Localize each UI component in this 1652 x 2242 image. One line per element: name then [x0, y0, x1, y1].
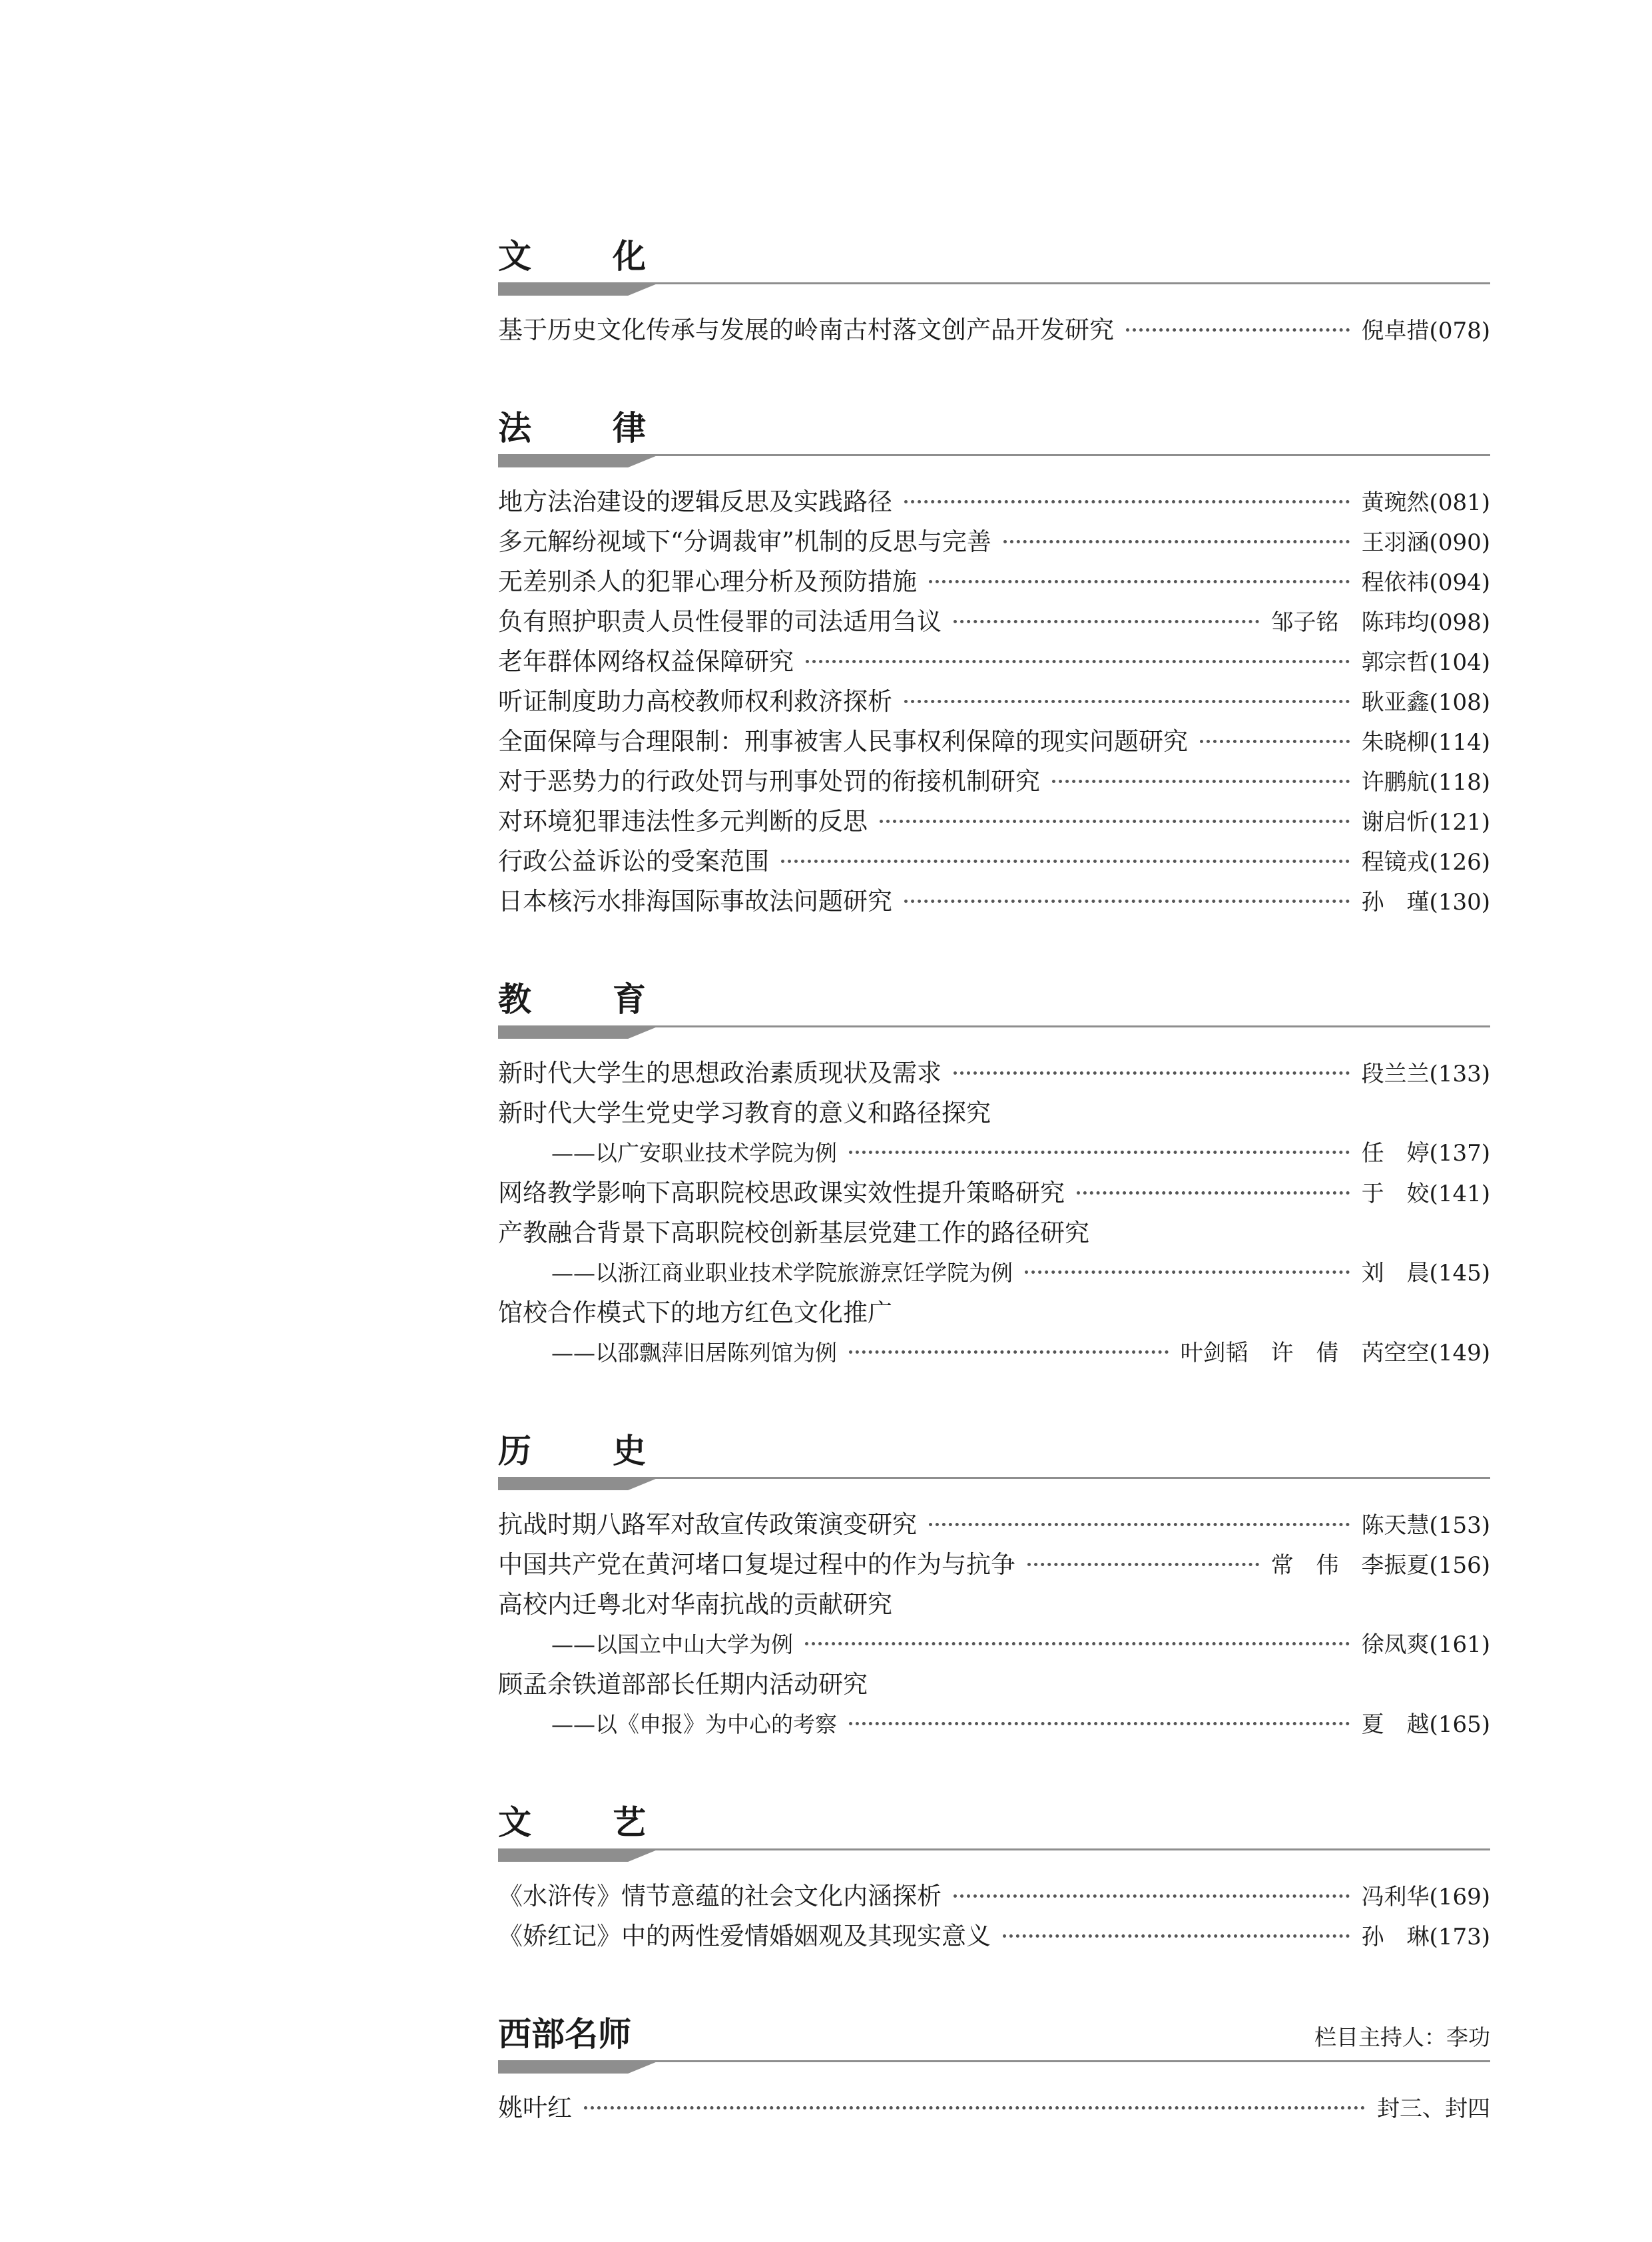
dot-leader — [904, 700, 1350, 703]
dot-leader — [1077, 1191, 1350, 1195]
entry-title: 对于恶势力的行政处罚与刑事处罚的衔接机制研究 — [498, 767, 1040, 796]
toc-entry — [498, 2088, 1490, 2128]
entry-title: 老年群体网络权益保障研究 — [498, 647, 794, 676]
section-rule-wedge — [498, 1848, 661, 1862]
dot-leader — [1052, 780, 1350, 783]
dot-leader — [954, 1071, 1350, 1075]
section-header — [498, 392, 1490, 445]
toc-entry — [498, 1133, 1490, 1173]
dot-leader — [806, 660, 1350, 663]
dot-leader — [849, 1151, 1350, 1154]
toc-section — [498, 963, 1490, 1373]
section-rule-wedge — [498, 1025, 661, 1039]
section-rule — [498, 282, 1490, 296]
toc-entry-title-row — [498, 1213, 1490, 1253]
dot-leader — [584, 2106, 1365, 2109]
dot-leader — [805, 1642, 1350, 1645]
toc-entry — [498, 1053, 1490, 1093]
entry-title: 行政公益诉讼的受案范围 — [498, 847, 769, 876]
dot-leader — [929, 1523, 1350, 1526]
entry-title: 多元解纷视域下“分调裁审”机制的反思与完善 — [498, 527, 991, 556]
entry-title: 高校内迁粤北对华南抗战的贡献研究 — [498, 1590, 892, 1619]
entry-authors: 于 姣(141) — [1361, 1181, 1490, 1207]
entry-authors: 徐凤爽(161) — [1361, 1631, 1490, 1658]
entry-subtitle: ——以《申报》为中心的考察 — [551, 1711, 837, 1737]
dot-leader — [849, 1722, 1350, 1725]
section-header — [498, 220, 1490, 276]
entry-title: 地方法治建设的逻辑反思及实践路径 — [498, 487, 892, 516]
section-title: 文 艺 — [498, 1803, 670, 1842]
entry-authors: 邹子铭 陈玮均(098) — [1270, 609, 1490, 636]
section-title: 文 化 — [498, 236, 670, 276]
entry-authors: 孙 琳(173) — [1361, 1924, 1490, 1950]
entry-authors: 段兰兰(133) — [1361, 1061, 1490, 1087]
toc-entry — [498, 1625, 1490, 1665]
toc-entry-title-row — [498, 1093, 1490, 1133]
toc-section — [498, 1414, 1490, 1745]
entry-authors: 倪卓措(078) — [1361, 318, 1490, 344]
dot-leader — [904, 900, 1350, 903]
toc-entry-title-row — [498, 1665, 1490, 1705]
entry-authors: 程依祎(094) — [1361, 569, 1490, 596]
entry-title: 基于历史文化传承与发展的岭南古村落文创产品开发研究 — [498, 316, 1114, 344]
section-title: 历 史 — [498, 1431, 670, 1470]
entry-title: 日本核污水排海国际事故法问题研究 — [498, 887, 892, 916]
section-rule — [498, 1848, 1490, 1862]
entry-title: 《娇红记》中的两性爱情婚姻观及其现实意义 — [498, 1922, 991, 1950]
entry-title: 无差别杀人的犯罪心理分析及预防措施 — [498, 567, 917, 596]
entry-title: 抗战时期八路军对敌宣传政策演变研究 — [498, 1510, 917, 1539]
toc-entry — [498, 682, 1490, 722]
entry-title: 新时代大学生的思想政治素质现状及需求 — [498, 1059, 942, 1087]
section-rule — [498, 2060, 1490, 2074]
section-rule — [498, 1025, 1490, 1039]
entry-authors: 朱晓柳(114) — [1361, 729, 1490, 756]
entry-authors: 陈天慧(153) — [1361, 1512, 1490, 1539]
dot-leader — [929, 580, 1350, 583]
entry-authors: 耿亚鑫(108) — [1361, 689, 1490, 716]
toc-entry — [498, 482, 1490, 522]
entry-title: 对环境犯罪违法性多元判断的反思 — [498, 807, 868, 836]
entry-authors: 郭宗哲(104) — [1361, 649, 1490, 676]
toc-section — [498, 1786, 1490, 1956]
dot-leader — [904, 500, 1350, 503]
section-header — [498, 1786, 1490, 1842]
toc-entry — [498, 310, 1490, 350]
entry-authors: 封三、封四 — [1377, 2096, 1490, 2122]
entry-authors: 王羽涵(090) — [1361, 529, 1490, 556]
entry-title: 全面保障与合理限制：刑事被害人民事权利保障的现实问题研究 — [498, 727, 1188, 756]
dot-leader — [1126, 328, 1350, 332]
entry-title: 《水浒传》情节意蕴的社会文化内涵探析 — [498, 1882, 942, 1910]
toc-entry — [498, 1545, 1490, 1585]
entry-subtitle: ——以国立中山大学为例 — [551, 1631, 793, 1657]
toc-entry — [498, 1333, 1490, 1373]
entry-authors: 黄琬然(081) — [1361, 489, 1490, 516]
entry-authors: 叶剑韬 许 倩 芮空空(149) — [1180, 1340, 1490, 1366]
section-rule-wedge — [498, 1477, 661, 1490]
section-header — [498, 963, 1490, 1019]
toc-entry — [498, 722, 1490, 762]
toc-entry — [498, 642, 1490, 682]
entry-authors: 程镜戎(126) — [1361, 849, 1490, 876]
dot-leader — [880, 820, 1350, 823]
toc-entry — [498, 1253, 1490, 1293]
toc-entry — [498, 522, 1490, 562]
section-title: 教 育 — [498, 980, 670, 1019]
dot-leader — [849, 1350, 1169, 1354]
entry-authors: 夏 越(165) — [1361, 1711, 1490, 1738]
section-rule-wedge — [498, 2060, 661, 2074]
entry-title: 姚叶红 — [498, 2094, 572, 2122]
toc-section — [498, 220, 1490, 350]
toc-entry — [498, 762, 1490, 802]
toc-entry-title-row — [498, 1585, 1490, 1625]
section-header — [498, 1414, 1490, 1468]
entry-subtitle: ——以邵飘萍旧居陈列馆为例 — [551, 1340, 837, 1366]
entry-title: 顾孟余铁道部部长任期内活动研究 — [498, 1670, 868, 1699]
section-rule — [498, 454, 1490, 467]
entry-title: 负有照护职责人员性侵罪的司法适用刍议 — [498, 607, 942, 636]
entry-authors: 刘 晨(145) — [1361, 1260, 1490, 1286]
toc-entry — [498, 1916, 1490, 1956]
entry-authors: 冯利华(169) — [1361, 1884, 1490, 1910]
dot-leader — [781, 860, 1350, 863]
entry-subtitle: ——以广安职业技术学院为例 — [551, 1140, 837, 1166]
dot-leader — [1003, 1934, 1350, 1938]
entry-authors: 许鹏航(118) — [1361, 769, 1490, 796]
section-title: 西部名师 — [498, 2014, 631, 2054]
dot-leader — [1200, 740, 1350, 743]
entry-title: 新时代大学生党史学习教育的意义和路径探究 — [498, 1099, 991, 1127]
dot-leader — [1027, 1563, 1259, 1566]
entry-authors: 谢启忻(121) — [1361, 809, 1490, 836]
dot-leader — [1003, 540, 1350, 543]
entry-title: 产教融合背景下高职院校创新基层党建工作的路径研究 — [498, 1219, 1089, 1247]
toc-entry — [498, 1876, 1490, 1916]
toc-section — [498, 1998, 1490, 2128]
toc-entry — [498, 1705, 1490, 1745]
toc-entry — [498, 1173, 1490, 1213]
dot-leader — [954, 1894, 1350, 1898]
toc-entry — [498, 802, 1490, 842]
entry-subtitle: ——以浙江商业职业技术学院旅游烹饪学院为例 — [551, 1260, 1013, 1286]
section-title: 法 律 — [498, 408, 670, 447]
entry-title: 中国共产党在黄河堵口复堤过程中的作为与抗争 — [498, 1550, 1015, 1579]
section-rule-wedge — [498, 282, 661, 296]
entry-title: 听证制度助力高校教师权利救济探析 — [498, 687, 892, 716]
toc-section — [498, 392, 1490, 922]
toc-entry-title-row — [498, 1293, 1490, 1333]
section-rule — [498, 1477, 1490, 1490]
section-header — [498, 1998, 1490, 2054]
toc-entry — [498, 842, 1490, 882]
entry-authors: 常 伟 李振夏(156) — [1270, 1552, 1490, 1579]
entry-authors: 孙 瑾(130) — [1361, 889, 1490, 916]
toc-entry — [498, 602, 1490, 642]
toc-entry — [498, 1505, 1490, 1545]
toc-entry — [498, 882, 1490, 922]
entry-title: 馆校合作模式下的地方红色文化推广 — [498, 1298, 892, 1327]
table-of-contents — [498, 220, 1490, 2169]
dot-leader — [1025, 1270, 1350, 1274]
dot-leader — [954, 620, 1259, 623]
entry-title: 网络教学影响下高职院校思政课实效性提升策略研究 — [498, 1179, 1065, 1207]
section-host: 栏目主持人：李功 — [1314, 2024, 1490, 2050]
section-rule-wedge — [498, 454, 661, 467]
entry-authors: 任 婷(137) — [1361, 1140, 1490, 1167]
toc-entry — [498, 562, 1490, 602]
